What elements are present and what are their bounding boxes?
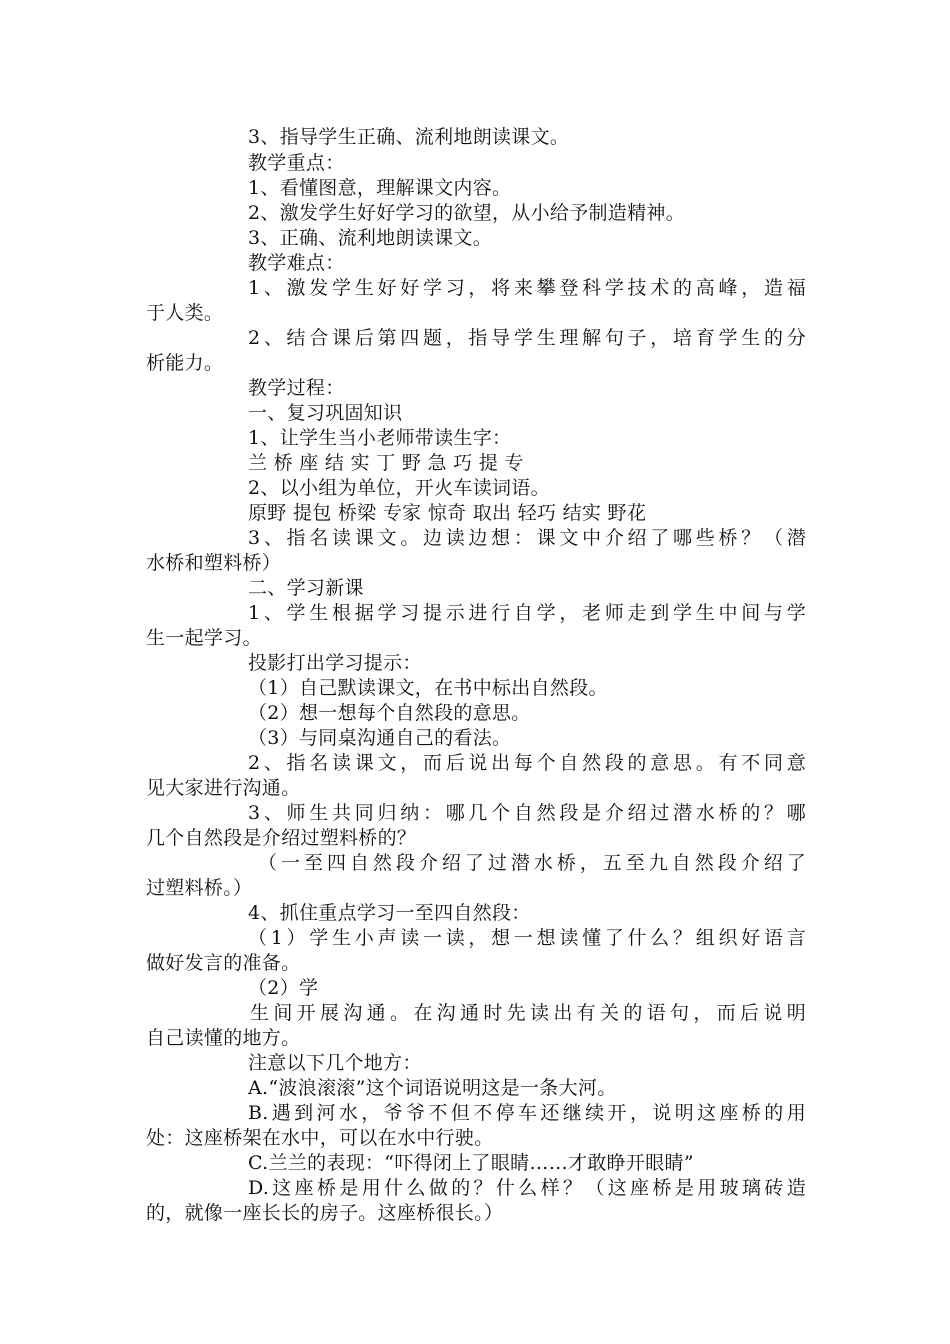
text-line: 投影打出学习提示： bbox=[248, 652, 422, 674]
text-line: D.这座桥是用什么做的？什么样？（这座桥是用玻璃砖造 bbox=[248, 1177, 806, 1199]
text-line: （2）学 bbox=[248, 977, 319, 999]
text-line: 几个自然段是介绍过塑料桥的？ bbox=[146, 827, 417, 849]
text-line: B.遇到河水，爷爷不但不停车还继续开，说明这座桥的用 bbox=[248, 1102, 806, 1124]
text-line: 兰 桥 座 结 实 丁 野 急 巧 提 专 bbox=[248, 452, 524, 474]
text-line: （2）想一想每个自然段的意思。 bbox=[248, 702, 531, 724]
text-line: 处：这座桥架在水中，可以在水中行驶。 bbox=[146, 1127, 494, 1149]
text-line: 生间开展沟通。在沟通时先读出有关的语句，而后说明 bbox=[250, 1002, 806, 1024]
text-line: 水桥和塑料桥） bbox=[146, 552, 282, 574]
text-line: 3、师生共同归纳：哪几个自然段是介绍过潜水桥的？哪 bbox=[248, 802, 806, 824]
section-heading: 教学过程： bbox=[248, 377, 345, 399]
text-line: （1）学生小声读一读，想一想读懂了什么？组织好语言 bbox=[248, 927, 806, 949]
text-line: 4、抓住重点学习一至四自然段： bbox=[248, 902, 531, 924]
text-line: 析能力。 bbox=[146, 352, 224, 374]
text-line: （3）与同桌沟通自己的看法。 bbox=[248, 727, 512, 749]
text-line: （一至四自然段介绍了过潜水桥，五至九自然段介绍了 bbox=[258, 852, 806, 874]
text-line: 1、学生根据学习提示进行自学，老师走到学生中间与学 bbox=[248, 602, 806, 624]
text-line: 注意以下几个地方： bbox=[248, 1052, 422, 1074]
text-line: 生一起学习。 bbox=[146, 627, 262, 649]
section-heading: 二、学习新课 bbox=[248, 577, 364, 599]
section-heading: 教学重点： bbox=[248, 152, 345, 174]
text-line: 见大家进行沟通。 bbox=[146, 777, 301, 799]
section-heading: 一、复习巩固知识 bbox=[248, 402, 403, 424]
section-heading: 教学难点： bbox=[248, 252, 345, 274]
text-line: 1、激发学生好好学习，将来攀登科学技术的高峰，造福 bbox=[248, 277, 806, 299]
text-line: C.兰兰的表现：“吓得闭上了眼睛……才敢睁开眼睛” bbox=[248, 1152, 694, 1174]
text-line: 1、看懂图意，理解课文内容。 bbox=[248, 177, 512, 199]
text-line: 2、结合课后第四题，指导学生理解句子，培育学生的分 bbox=[248, 327, 806, 349]
text-line: （1）自己默读课文，在书中标出自然段。 bbox=[248, 677, 608, 699]
text-line: 3、指导学生正确、流利地朗读课文。 bbox=[248, 126, 570, 148]
text-line: 过塑料桥。） bbox=[146, 877, 253, 899]
text-line: 2、激发学生好好学习的欲望，从小给予制造精神。 bbox=[248, 202, 685, 224]
text-line: 3、正确、流利地朗读课文。 bbox=[248, 227, 492, 249]
text-line: 的，就像一座长长的房子。这座桥很长。） bbox=[146, 1202, 504, 1224]
text-line: 原野 提包 桥梁 专家 惊奇 取出 轻巧 结实 野花 bbox=[248, 502, 647, 524]
text-line: 做好发言的准备。 bbox=[146, 952, 301, 974]
text-line: A.“波浪滚滚”这个词语说明这是一条大河。 bbox=[248, 1077, 617, 1099]
text-line: 自己读懂的地方。 bbox=[146, 1027, 301, 1049]
text-line: 1、让学生当小老师带读生字： bbox=[248, 427, 512, 449]
text-line: 3、指名读课文。边读边想：课文中介绍了哪些桥？（潜 bbox=[248, 527, 806, 549]
text-line: 于人类。 bbox=[146, 302, 224, 324]
text-line: 2、指名读课文，而后说出每个自然段的意思。有不同意 bbox=[248, 752, 806, 774]
text-line: 2、以小组为单位，开火车读词语。 bbox=[248, 477, 550, 499]
